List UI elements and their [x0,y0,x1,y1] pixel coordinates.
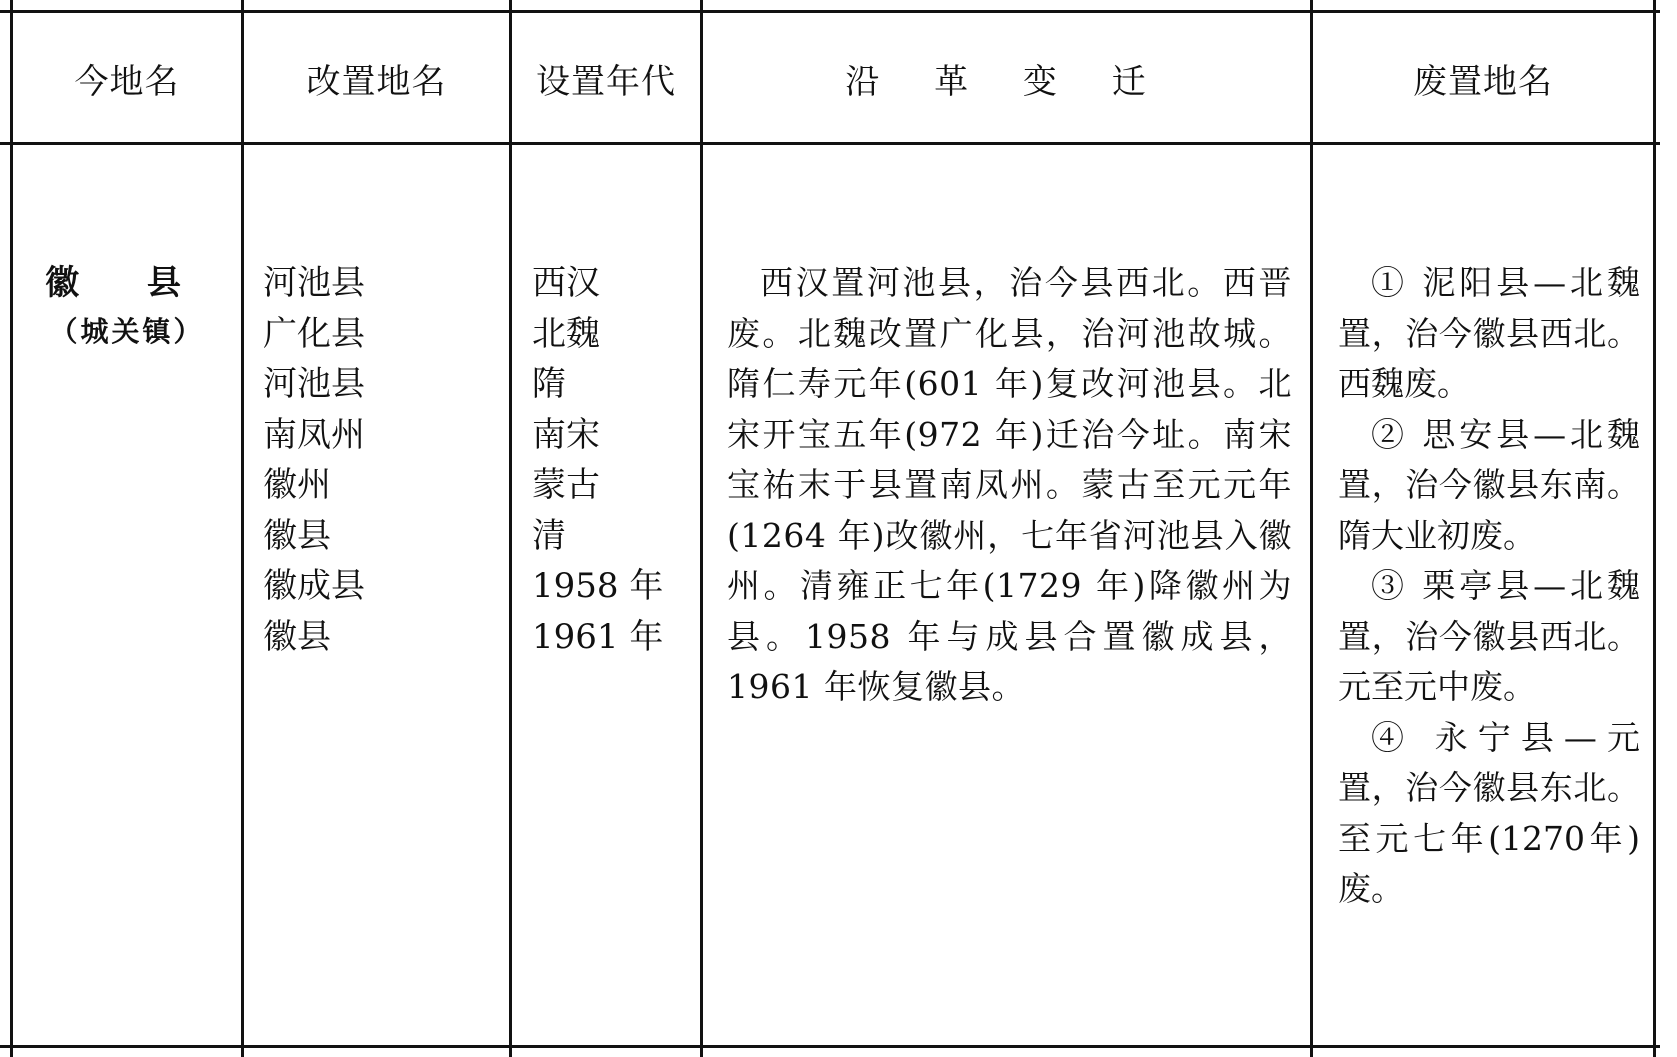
era-item: 蒙古 [532,465,600,505]
era-list [532,258,697,662]
table-rule-right [1653,0,1656,1057]
renamed-item: 徽成县 [263,566,365,606]
header-set-era: 设置年代 [536,61,676,102]
renamed-item: 徽县 [263,616,331,657]
renamed-item: 广化县 [263,313,365,354]
renamed-item: 河池县 [263,364,365,404]
current-name-cell [13,258,241,352]
current-name: 徽 县 [45,263,209,303]
table-rule-col3 [700,0,703,1057]
table-rule-left [10,0,13,1057]
era-item: 西汉 [532,263,600,303]
abolished-item: ② 思安县—北魏置，治今徽县东南。隋大业初废。 [1338,414,1640,555]
abolished-item: ③ 栗亭县—北魏置，治今徽县西北。元至元中废。 [1338,566,1640,706]
era-item: 1958 年 [532,566,664,606]
header-current-name: 今地名 [74,61,180,102]
table-rule-col4 [1310,0,1313,1057]
header-abolished-name: 废置地名 [1413,61,1553,102]
abolished-item: ④ 永宁县—元置，治今徽县东北。至元七年(1270年)废。 [1338,717,1640,908]
table-rule-top [0,10,1660,13]
era-item: 清 [532,515,566,556]
evolution-text: 西汉置河池县，治今县西北。西晋废。北魏改置广化县，治河池故城。隋仁寿元年(601 年)复改河池县。北宋开宝五年(972 年)迁治今址。南宋宝祐末于县置南凤州。蒙古至元元年(1264 年)改徽州，七年省河池县入徽州。清雍正七年(1729 年)降徽州为县。1958 年与成县合置徽成县，1961 年恢复徽县。 [727,263,1292,706]
table-rule-header [0,142,1660,145]
renamed-item: 徽州 [263,465,331,505]
current-name-sub: （城关镇） [49,315,205,348]
era-item: 隋 [532,364,566,404]
abolished-list [1338,258,1640,915]
era-item: 1961 年 [532,616,664,657]
era-item: 北魏 [532,313,600,354]
renamed-item: 河池县 [263,263,365,303]
table-rule-row-end [0,1045,1660,1048]
renamed-item: 徽县 [263,515,331,556]
era-item: 南宋 [532,414,600,455]
table-rule-col1 [241,0,244,1057]
table-rule-col2 [509,0,512,1057]
abolished-item: ① 泥阳县—北魏置，治今徽县西北。西魏废。 [1338,263,1640,403]
header-renamed-name: 改置地名 [306,61,447,102]
renamed-item: 南凤州 [263,414,365,455]
header-evolution: 沿 革 变 迁 [845,61,1168,102]
renamed-list [263,258,503,662]
